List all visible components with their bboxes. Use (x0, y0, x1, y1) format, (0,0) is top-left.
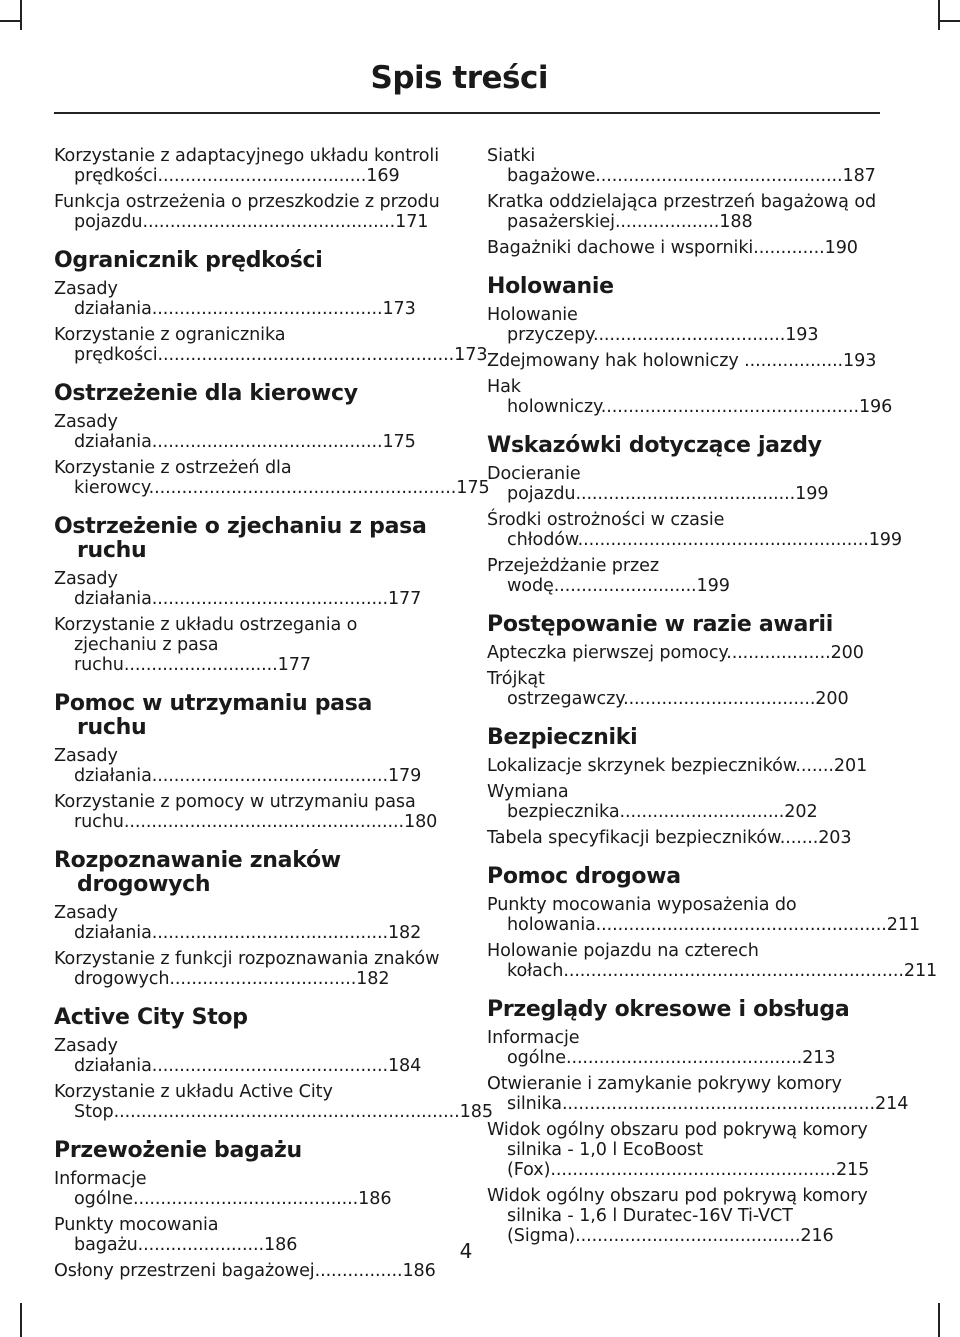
toc-right-column (487, 146, 938, 1252)
toc-entry[interactable]: Widok ogólny obszaru pod pokrywą komory silnika - 1,6 l Duratec-16V Ti-VCT (Sigma).........................................216 (487, 1186, 868, 1246)
toc-entry[interactable]: Zasady działania..........................................175 (54, 412, 416, 452)
toc-section-heading: Pomoc drogowa (487, 864, 681, 889)
toc-section-heading: Pomoc w utrzymaniu pasa ruchu (54, 691, 373, 740)
toc-entry[interactable]: Korzystanie z adaptacyjnego układu kontroli prędkości......................................169 (54, 146, 439, 186)
toc-entry[interactable]: Środki ostrożności w czasie chłodów.....................................................199 (487, 510, 902, 550)
crop-mark-top-left-v (20, 0, 22, 30)
toc-section-heading: Active City Stop (54, 1005, 248, 1030)
toc-entry[interactable]: Korzystanie z układu ostrzegania o zjechaniu z pasa ruchu............................177 (54, 615, 358, 675)
toc-section-heading: Holowanie (487, 274, 614, 299)
toc-section-heading: Przeglądy okresowe i obsługa (487, 997, 850, 1022)
toc-entry[interactable]: Apteczka pierwszej pomocy...................200 (487, 643, 864, 663)
toc-entry[interactable]: Przejeżdżanie przez wodę..........................199 (487, 556, 730, 596)
toc-section-heading: Postępowanie w razie awarii (487, 612, 834, 637)
toc-section-heading: Bezpieczniki (487, 725, 638, 750)
toc-entry[interactable]: Korzystanie z ogranicznika prędkości......................................................173 (54, 325, 488, 365)
toc-entry[interactable]: Otwieranie i zamykanie pokrywy komory silnika.........................................................214 (487, 1074, 909, 1114)
toc-entry[interactable]: Wymiana bezpiecznika..............................202 (487, 782, 818, 822)
crop-mark-bottom-left-v (20, 1303, 22, 1337)
page-title: Spis treści (370, 60, 548, 96)
toc-section-heading: Ogranicznik prędkości (54, 248, 323, 273)
toc-entry[interactable]: Zasady działania...........................................179 (54, 746, 422, 786)
toc-entry[interactable]: Tabela specyfikacji bezpieczników.......203 (487, 828, 852, 848)
toc-entry[interactable]: Korzystanie z funkcji rozpoznawania znaków drogowych..................................182 (54, 949, 440, 989)
toc-section-heading: Wskazówki dotyczące jazdy (487, 433, 822, 458)
toc-entry[interactable]: Punkty mocowania bagażu.......................186 (54, 1215, 298, 1255)
toc-section-heading: Ostrzeżenie o zjechaniu z pasa ruchu (54, 514, 427, 563)
crop-mark-top-right-v (938, 0, 940, 30)
toc-section-heading: Przewożenie bagażu (54, 1138, 302, 1163)
toc-section-heading: Ostrzeżenie dla kierowcy (54, 381, 358, 406)
toc-entry[interactable]: Widok ogólny obszaru pod pokrywą komory silnika - 1,0 l EcoBoost (Fox)....................................................215 (487, 1120, 870, 1180)
toc-entry[interactable]: Korzystanie z układu Active City Stop...............................................................185 (54, 1082, 493, 1122)
page-number: 4 (459, 1239, 473, 1263)
header-rule (54, 112, 880, 114)
toc-section-heading: Rozpoznawanie znaków drogowych (54, 848, 341, 897)
toc-entry[interactable]: Funkcja ostrzeżenia o przeszkodzie z przodu pojazdu..............................................171 (54, 192, 440, 232)
toc-entry[interactable]: Informacje ogólne...........................................213 (487, 1028, 836, 1068)
toc-entry[interactable]: Bagażniki dachowe i wsporniki.............190 (487, 238, 858, 258)
toc-entry[interactable]: Trójkąt ostrzegawczy...................................200 (487, 669, 849, 709)
toc-entry[interactable]: Zasady działania...........................................177 (54, 569, 422, 609)
toc-entry[interactable]: Lokalizacje skrzynek bezpieczników.......201 (487, 756, 868, 776)
toc-entry[interactable]: Korzystanie z pomocy w utrzymaniu pasa ruchu...................................................180 (54, 792, 438, 832)
toc-entry[interactable]: Zdejmowany hak holowniczy ..................193 (487, 351, 877, 371)
toc-left-column (54, 146, 493, 1287)
toc-entry[interactable]: Siatki bagażowe.............................................187 (487, 146, 876, 186)
toc-entry[interactable]: Holowanie pojazdu na czterech kołach..............................................................211 (487, 941, 938, 981)
toc-entry[interactable]: Osłony przestrzeni bagażowej................186 (54, 1261, 436, 1281)
toc-entry[interactable]: Kratka oddzielająca przestrzeń bagażową od pasażerskiej...................188 (487, 192, 877, 232)
toc-entry[interactable]: Korzystanie z ostrzeżeń dla kierowcy........................................................175 (54, 458, 490, 498)
toc-entry[interactable]: Zasady działania...........................................182 (54, 903, 422, 943)
toc-entry[interactable]: Holowanie przyczepy...................................193 (487, 305, 819, 345)
crop-mark-bottom-right-v (938, 1303, 940, 1337)
toc-entry[interactable]: Hak holowniczy...............................................196 (487, 377, 893, 417)
toc-entry[interactable]: Zasady działania...........................................184 (54, 1036, 422, 1076)
toc-entry[interactable]: Informacje ogólne.........................................186 (54, 1169, 392, 1209)
crop-mark-top-left-h (0, 20, 22, 22)
toc-entry[interactable]: Zasady działania..........................................173 (54, 279, 416, 319)
toc-entry[interactable]: Punkty mocowania wyposażenia do holowania.....................................................211 (487, 895, 921, 935)
crop-mark-top-right-h (938, 20, 960, 22)
toc-entry[interactable]: Docieranie pojazdu........................................199 (487, 464, 829, 504)
